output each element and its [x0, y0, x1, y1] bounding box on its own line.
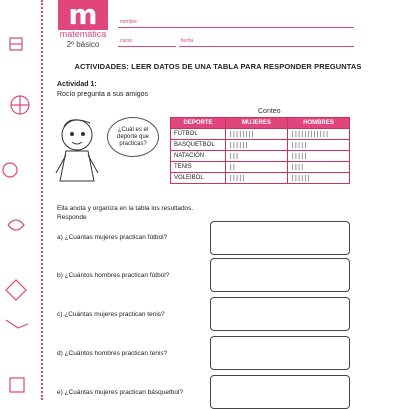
course-label: curso: [120, 38, 133, 44]
sport-cell: TENIS: [171, 162, 226, 173]
table-title: Conteo: [258, 108, 281, 115]
activity-intro: Rocío pregunta a sus amigos: [57, 91, 149, 98]
question-c: c) ¿Cuántas mujeres practican tenis?: [57, 311, 165, 318]
sport-cell: VOLEIBOL: [171, 173, 226, 184]
sport-cell: NATACIÓN: [171, 151, 226, 162]
question-a: a) ¿Cuántas mujeres practican fútbol?: [57, 234, 168, 241]
course-field[interactable]: [118, 46, 176, 47]
sport-cell: BASQUETBOL: [171, 140, 226, 151]
col-header-men: HOMBRES: [288, 118, 350, 129]
tally-table: [170, 117, 350, 184]
col-header-sport: DEPORTE: [171, 118, 226, 129]
answer-box-d[interactable]: [210, 336, 350, 370]
tally-women: |||||: [226, 173, 288, 184]
answer-box-a[interactable]: [210, 221, 350, 255]
tally-men: |||||: [288, 140, 350, 151]
question-e: e) ¿Cuántas mujeres practican básquetbol?: [57, 389, 184, 396]
instructions-line1: Ella anota y organiza en la tabla los resultados.: [57, 205, 194, 212]
table-row: [171, 151, 350, 162]
speech-bubble: ¿Cuál es el deporte que practicas?: [107, 117, 159, 157]
answer-box-c[interactable]: [210, 297, 350, 331]
instructions: [57, 204, 193, 222]
question-b: b) ¿Cuántos hombres practican fútbol?: [57, 272, 170, 279]
flower-icon: [3, 163, 17, 177]
activity-label: Actividad 1:: [57, 81, 97, 88]
cube-icon: [10, 378, 24, 392]
tally-women: ||||||: [226, 140, 288, 151]
page-title: ACTIVIDADES: LEER DATOS DE UNA TABLA PARA RESPONDER PREGUNTAS: [74, 62, 362, 71]
child-illustration: [52, 115, 102, 190]
question-d: d) ¿Cuántos hombres practican tenis?: [57, 350, 168, 357]
answer-box-b[interactable]: [210, 258, 350, 292]
date-label: fecha: [181, 38, 194, 44]
table-row: [171, 140, 350, 151]
sidebar-doodles: [0, 0, 38, 400]
sport-cell: FÚTBOL: [171, 129, 226, 140]
col-header-women: MUJERES: [226, 118, 288, 129]
date-field[interactable]: [179, 46, 354, 47]
table-row: [171, 173, 350, 184]
tally-men: ||||||: [288, 173, 350, 184]
dotted-border: [41, 0, 43, 400]
answer-box-e[interactable]: [210, 375, 350, 409]
hand-icon: [6, 280, 26, 300]
instructions-line2: Responde: [57, 214, 87, 221]
grade-label: 2º básico: [66, 40, 100, 49]
candy-icon: [6, 320, 28, 328]
logo: m: [58, 0, 108, 30]
tally-men: ||||: [288, 162, 350, 173]
tally-men: ||||||||||||: [288, 129, 350, 140]
table-row: [171, 129, 350, 140]
tally-women: ||||||||: [226, 129, 288, 140]
table-row: [171, 162, 350, 173]
leaf-icon: [8, 220, 24, 230]
name-label: nombre: [120, 19, 137, 25]
tally-women: ||: [226, 162, 288, 173]
tally-men: |||||: [288, 151, 350, 162]
subject-label: matemática: [59, 29, 107, 39]
name-field[interactable]: [118, 27, 354, 28]
tally-women: |||: [226, 151, 288, 162]
